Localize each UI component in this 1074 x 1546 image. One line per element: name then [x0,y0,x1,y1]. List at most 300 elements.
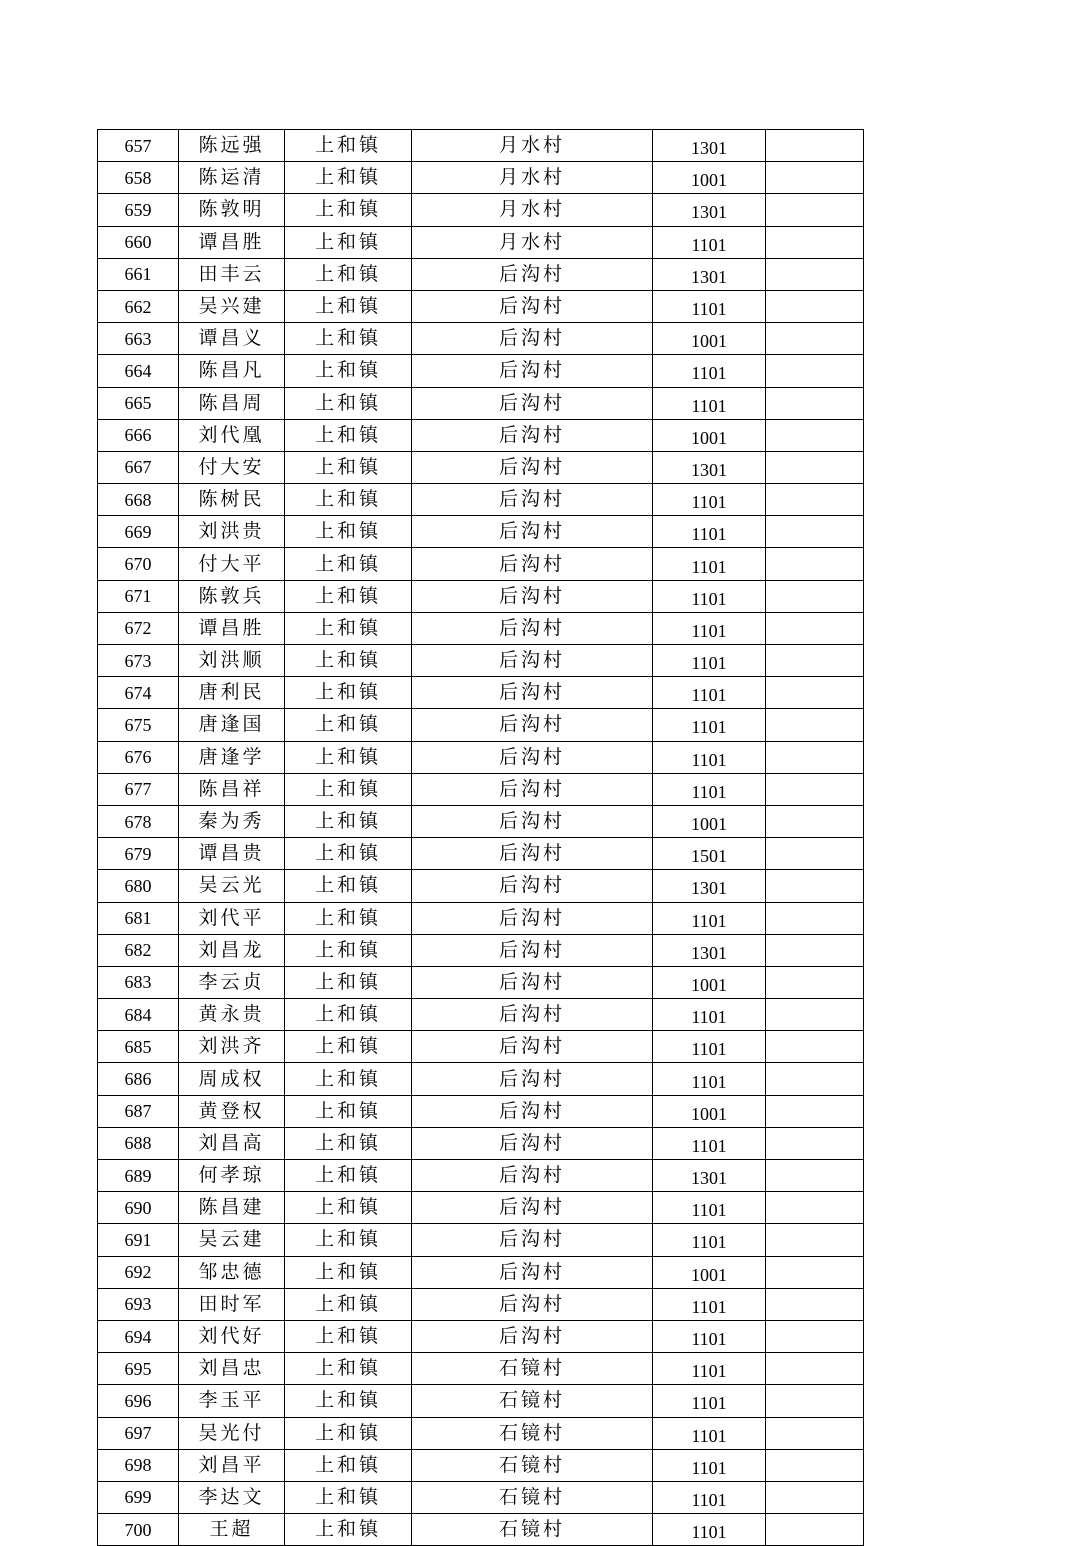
table-row [98,580,864,612]
town-cell: 上和镇 [285,966,412,998]
village-cell: 后沟村 [412,355,653,387]
table-row [98,1288,864,1320]
name-cell: 陈敦明 [179,194,285,226]
amount-cell: 1101 [653,1481,766,1513]
name-cell: 刘洪顺 [179,645,285,677]
note-cell [766,1127,864,1159]
table-row [98,1160,864,1192]
village-cell: 后沟村 [412,258,653,290]
name-cell: 付大安 [179,451,285,483]
table-row [98,1320,864,1352]
amount-cell: 1101 [653,677,766,709]
amount-cell: 1301 [653,451,766,483]
name-cell: 刘昌平 [179,1449,285,1481]
table-row [98,773,864,805]
town-cell: 上和镇 [285,934,412,966]
note-cell [766,1192,864,1224]
name-cell: 刘昌龙 [179,934,285,966]
amount-cell: 1101 [653,387,766,419]
village-cell: 后沟村 [412,1095,653,1127]
note-cell [766,1385,864,1417]
name-cell: 刘代平 [179,902,285,934]
row-number-cell: 673 [98,645,179,677]
recipient-table [97,129,864,1546]
table-row [98,355,864,387]
amount-cell: 1101 [653,580,766,612]
row-number-cell: 674 [98,677,179,709]
amount-cell: 1101 [653,290,766,322]
row-number-cell: 675 [98,709,179,741]
table-row [98,1192,864,1224]
table-row [98,516,864,548]
village-cell: 后沟村 [412,1063,653,1095]
village-cell: 后沟村 [412,290,653,322]
row-number-cell: 682 [98,934,179,966]
note-cell [766,612,864,644]
amount-cell: 1101 [653,1288,766,1320]
note-cell [766,323,864,355]
village-cell: 后沟村 [412,419,653,451]
table-row [98,677,864,709]
amount-cell: 1001 [653,805,766,837]
row-number-cell: 661 [98,258,179,290]
amount-cell: 1101 [653,1514,766,1546]
name-cell: 陈昌建 [179,1192,285,1224]
row-number-cell: 700 [98,1514,179,1546]
note-cell [766,226,864,258]
name-cell: 黄登权 [179,1095,285,1127]
name-cell: 李玉平 [179,1385,285,1417]
row-number-cell: 668 [98,484,179,516]
row-number-cell: 662 [98,290,179,322]
amount-cell: 1101 [653,1063,766,1095]
row-number-cell: 672 [98,612,179,644]
note-cell [766,194,864,226]
row-number-cell: 660 [98,226,179,258]
town-cell: 上和镇 [285,1256,412,1288]
note-cell [766,484,864,516]
table-row [98,226,864,258]
name-cell: 陈昌凡 [179,355,285,387]
note-cell [766,162,864,194]
name-cell: 周成权 [179,1063,285,1095]
table-row [98,194,864,226]
note-cell [766,934,864,966]
row-number-cell: 666 [98,419,179,451]
amount-cell: 1101 [653,741,766,773]
note-cell [766,1288,864,1320]
row-number-cell: 686 [98,1063,179,1095]
town-cell: 上和镇 [285,1127,412,1159]
village-cell: 后沟村 [412,999,653,1031]
note-cell [766,1481,864,1513]
name-cell: 李达文 [179,1481,285,1513]
note-cell [766,1063,864,1095]
table-row [98,162,864,194]
amount-cell: 1301 [653,934,766,966]
row-number-cell: 685 [98,1031,179,1063]
table-row [98,1417,864,1449]
town-cell: 上和镇 [285,645,412,677]
name-cell: 陈昌周 [179,387,285,419]
table-row [98,934,864,966]
table-row [98,1481,864,1513]
town-cell: 上和镇 [285,290,412,322]
note-cell [766,290,864,322]
town-cell: 上和镇 [285,1224,412,1256]
amount-cell: 1101 [653,516,766,548]
name-cell: 邹忠德 [179,1256,285,1288]
name-cell: 陈树民 [179,484,285,516]
name-cell: 王超 [179,1514,285,1546]
village-cell: 后沟村 [412,1192,653,1224]
village-cell: 后沟村 [412,387,653,419]
table-row [98,387,864,419]
village-cell: 后沟村 [412,612,653,644]
amount-cell: 1101 [653,548,766,580]
village-cell: 后沟村 [412,709,653,741]
note-cell [766,1353,864,1385]
amount-cell: 1101 [653,1320,766,1352]
name-cell: 谭昌胜 [179,226,285,258]
town-cell: 上和镇 [285,548,412,580]
name-cell: 吴云建 [179,1224,285,1256]
row-number-cell: 658 [98,162,179,194]
table-row [98,323,864,355]
note-cell [766,355,864,387]
table-row [98,805,864,837]
town-cell: 上和镇 [285,130,412,162]
name-cell: 陈运清 [179,162,285,194]
town-cell: 上和镇 [285,1031,412,1063]
table-row [98,451,864,483]
note-cell [766,1320,864,1352]
table-row [98,999,864,1031]
note-cell [766,838,864,870]
name-cell: 黄永贵 [179,999,285,1031]
village-cell: 月水村 [412,130,653,162]
village-cell: 后沟村 [412,1127,653,1159]
name-cell: 刘昌高 [179,1127,285,1159]
town-cell: 上和镇 [285,580,412,612]
village-cell: 后沟村 [412,1288,653,1320]
table-row [98,966,864,998]
town-cell: 上和镇 [285,258,412,290]
table-row [98,419,864,451]
table-row [98,290,864,322]
note-cell [766,419,864,451]
name-cell: 吴云光 [179,870,285,902]
note-cell [766,1224,864,1256]
village-cell: 后沟村 [412,1160,653,1192]
village-cell: 后沟村 [412,1256,653,1288]
amount-cell: 1301 [653,1160,766,1192]
amount-cell: 1101 [653,709,766,741]
row-number-cell: 688 [98,1127,179,1159]
amount-cell: 1101 [653,999,766,1031]
name-cell: 唐逢国 [179,709,285,741]
row-number-cell: 694 [98,1320,179,1352]
village-cell: 后沟村 [412,580,653,612]
name-cell: 田丰云 [179,258,285,290]
amount-cell: 1101 [653,645,766,677]
table-row [98,1385,864,1417]
row-number-cell: 687 [98,1095,179,1127]
amount-cell: 1101 [653,773,766,805]
town-cell: 上和镇 [285,1160,412,1192]
town-cell: 上和镇 [285,870,412,902]
note-cell [766,1514,864,1546]
row-number-cell: 663 [98,323,179,355]
table-row [98,709,864,741]
amount-cell: 1101 [653,1449,766,1481]
village-cell: 石镜村 [412,1353,653,1385]
note-cell [766,1095,864,1127]
amount-cell: 1101 [653,226,766,258]
table-row [98,645,864,677]
town-cell: 上和镇 [285,838,412,870]
note-cell [766,258,864,290]
name-cell: 刘代凰 [179,419,285,451]
table-row [98,612,864,644]
name-cell: 付大平 [179,548,285,580]
table-row [98,838,864,870]
row-number-cell: 671 [98,580,179,612]
row-number-cell: 681 [98,902,179,934]
amount-cell: 1001 [653,966,766,998]
table-row [98,130,864,162]
row-number-cell: 676 [98,741,179,773]
village-cell: 后沟村 [412,645,653,677]
amount-cell: 1101 [653,484,766,516]
village-cell: 后沟村 [412,484,653,516]
table-row [98,1095,864,1127]
amount-cell: 1101 [653,1127,766,1159]
village-cell: 后沟村 [412,516,653,548]
village-cell: 月水村 [412,194,653,226]
amount-cell: 1301 [653,194,766,226]
town-cell: 上和镇 [285,355,412,387]
village-cell: 石镜村 [412,1385,653,1417]
village-cell: 后沟村 [412,902,653,934]
town-cell: 上和镇 [285,1417,412,1449]
row-number-cell: 678 [98,805,179,837]
town-cell: 上和镇 [285,194,412,226]
row-number-cell: 665 [98,387,179,419]
name-cell: 唐利民 [179,677,285,709]
amount-cell: 1101 [653,902,766,934]
table-row [98,1353,864,1385]
row-number-cell: 683 [98,966,179,998]
amount-cell: 1001 [653,1256,766,1288]
town-cell: 上和镇 [285,484,412,516]
note-cell [766,1160,864,1192]
town-cell: 上和镇 [285,741,412,773]
table-row [98,870,864,902]
village-cell: 后沟村 [412,966,653,998]
row-number-cell: 697 [98,1417,179,1449]
note-cell [766,999,864,1031]
table-row [98,548,864,580]
row-number-cell: 659 [98,194,179,226]
town-cell: 上和镇 [285,387,412,419]
note-cell [766,709,864,741]
village-cell: 后沟村 [412,677,653,709]
town-cell: 上和镇 [285,773,412,805]
name-cell: 刘代好 [179,1320,285,1352]
town-cell: 上和镇 [285,226,412,258]
town-cell: 上和镇 [285,162,412,194]
name-cell: 谭昌义 [179,323,285,355]
table-row [98,484,864,516]
note-cell [766,130,864,162]
row-number-cell: 680 [98,870,179,902]
town-cell: 上和镇 [285,902,412,934]
note-cell [766,1449,864,1481]
note-cell [766,773,864,805]
name-cell: 吴兴建 [179,290,285,322]
name-cell: 陈远强 [179,130,285,162]
town-cell: 上和镇 [285,1514,412,1546]
amount-cell: 1001 [653,1095,766,1127]
town-cell: 上和镇 [285,1385,412,1417]
amount-cell: 1001 [653,419,766,451]
table-row [98,1063,864,1095]
note-cell [766,387,864,419]
village-cell: 后沟村 [412,773,653,805]
village-cell: 后沟村 [412,548,653,580]
table-row [98,1127,864,1159]
row-number-cell: 690 [98,1192,179,1224]
table-row [98,1449,864,1481]
name-cell: 刘洪齐 [179,1031,285,1063]
name-cell: 陈昌祥 [179,773,285,805]
name-cell: 刘洪贵 [179,516,285,548]
table-row [98,258,864,290]
row-number-cell: 669 [98,516,179,548]
note-cell [766,677,864,709]
town-cell: 上和镇 [285,1063,412,1095]
table-row [98,741,864,773]
row-number-cell: 689 [98,1160,179,1192]
town-cell: 上和镇 [285,1353,412,1385]
village-cell: 石镜村 [412,1417,653,1449]
note-cell [766,516,864,548]
amount-cell: 1101 [653,1353,766,1385]
amount-cell: 1101 [653,355,766,387]
row-number-cell: 699 [98,1481,179,1513]
table-row [98,1031,864,1063]
village-cell: 石镜村 [412,1481,653,1513]
row-number-cell: 679 [98,838,179,870]
town-cell: 上和镇 [285,1481,412,1513]
town-cell: 上和镇 [285,1449,412,1481]
amount-cell: 1301 [653,258,766,290]
village-cell: 石镜村 [412,1514,653,1546]
village-cell: 后沟村 [412,741,653,773]
note-cell [766,870,864,902]
amount-cell: 1101 [653,612,766,644]
table-row [98,1514,864,1546]
note-cell [766,1031,864,1063]
note-cell [766,580,864,612]
note-cell [766,451,864,483]
row-number-cell: 677 [98,773,179,805]
table-body [98,130,864,1546]
village-cell: 后沟村 [412,451,653,483]
village-cell: 后沟村 [412,1320,653,1352]
town-cell: 上和镇 [285,709,412,741]
town-cell: 上和镇 [285,1320,412,1352]
village-cell: 后沟村 [412,934,653,966]
amount-cell: 1301 [653,130,766,162]
town-cell: 上和镇 [285,999,412,1031]
row-number-cell: 691 [98,1224,179,1256]
name-cell: 李云贞 [179,966,285,998]
town-cell: 上和镇 [285,516,412,548]
note-cell [766,1417,864,1449]
amount-cell: 1101 [653,1385,766,1417]
village-cell: 石镜村 [412,1449,653,1481]
town-cell: 上和镇 [285,1288,412,1320]
amount-cell: 1101 [653,1192,766,1224]
note-cell [766,805,864,837]
row-number-cell: 670 [98,548,179,580]
amount-cell: 1501 [653,838,766,870]
amount-cell: 1101 [653,1031,766,1063]
name-cell: 吴光付 [179,1417,285,1449]
village-cell: 后沟村 [412,805,653,837]
row-number-cell: 696 [98,1385,179,1417]
note-cell [766,966,864,998]
name-cell: 唐逢学 [179,741,285,773]
row-number-cell: 698 [98,1449,179,1481]
row-number-cell: 657 [98,130,179,162]
town-cell: 上和镇 [285,805,412,837]
note-cell [766,902,864,934]
amount-cell: 1101 [653,1224,766,1256]
town-cell: 上和镇 [285,323,412,355]
town-cell: 上和镇 [285,1192,412,1224]
note-cell [766,1256,864,1288]
row-number-cell: 667 [98,451,179,483]
row-number-cell: 695 [98,1353,179,1385]
town-cell: 上和镇 [285,419,412,451]
table-row [98,1224,864,1256]
town-cell: 上和镇 [285,677,412,709]
village-cell: 后沟村 [412,838,653,870]
name-cell: 陈敦兵 [179,580,285,612]
village-cell: 后沟村 [412,323,653,355]
name-cell: 刘昌忠 [179,1353,285,1385]
amount-cell: 1001 [653,162,766,194]
amount-cell: 1101 [653,1417,766,1449]
note-cell [766,741,864,773]
amount-cell: 1001 [653,323,766,355]
name-cell: 何孝琼 [179,1160,285,1192]
row-number-cell: 684 [98,999,179,1031]
town-cell: 上和镇 [285,451,412,483]
village-cell: 月水村 [412,162,653,194]
name-cell: 秦为秀 [179,805,285,837]
note-cell [766,645,864,677]
village-cell: 后沟村 [412,870,653,902]
name-cell: 谭昌胜 [179,612,285,644]
village-cell: 后沟村 [412,1031,653,1063]
note-cell [766,548,864,580]
amount-cell: 1301 [653,870,766,902]
name-cell: 谭昌贵 [179,838,285,870]
